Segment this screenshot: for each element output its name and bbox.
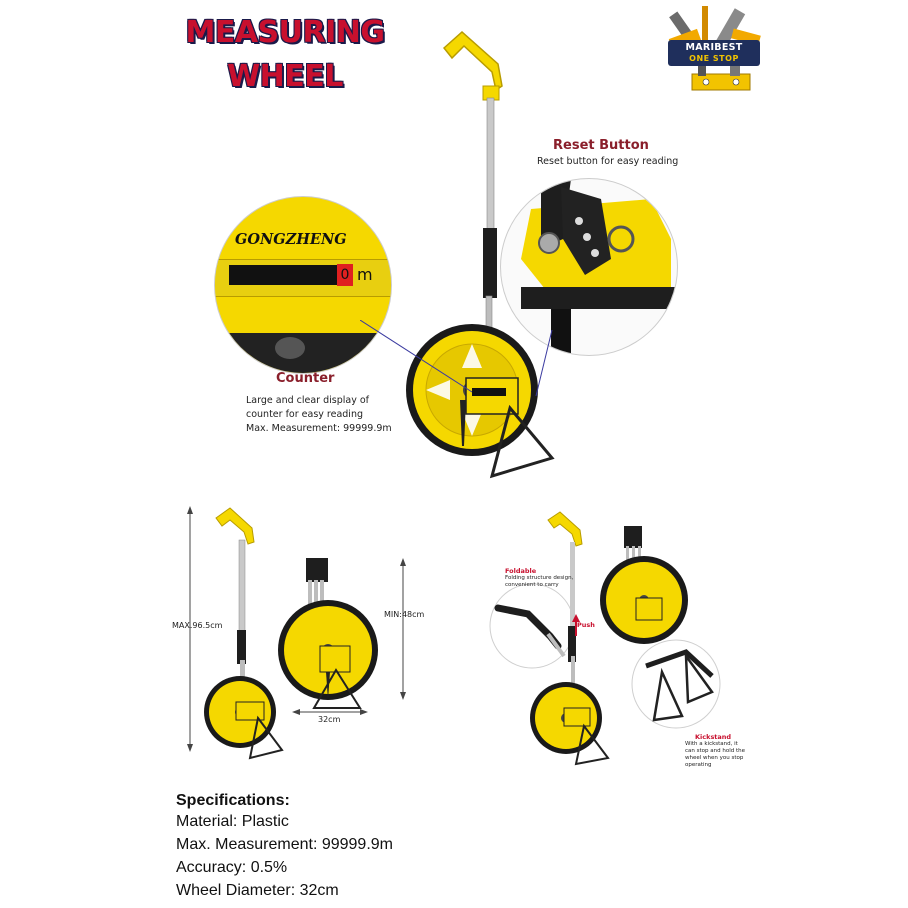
counter-desc-2: counter for easy reading [246, 409, 363, 420]
counter-digit: 0 [337, 264, 353, 286]
foldable-desc-1: Folding structure design, [505, 575, 574, 581]
counter-unit: m [357, 265, 373, 284]
logo-line-1: MARIBEST [685, 42, 743, 53]
spec-accuracy: Accuracy: 0.5% [176, 859, 288, 876]
foldable-title: Foldable [505, 567, 537, 575]
foldable-desc-2: convenient to carry [505, 582, 559, 588]
reset-zoom-circle [500, 178, 678, 356]
reset-connector-line [530, 330, 560, 400]
kickstand-title: Kickstand [695, 733, 732, 741]
counter-brand: GONGZHENG [235, 231, 347, 248]
min-height-label: MIN:48cm [384, 610, 425, 619]
spec-heading: Specifications: [176, 792, 290, 809]
kickstand-desc-3: wheel when you stop [685, 755, 744, 761]
counter-display [229, 265, 341, 285]
diameter-label: 32cm [318, 715, 341, 724]
spec-diameter: Wheel Diameter: 32cm [176, 882, 339, 899]
kickstand-desc-4: operating [685, 762, 712, 768]
spec-material: Material: Plastic [176, 813, 289, 830]
counter-connector-line [360, 320, 480, 400]
reset-title: Reset Button [553, 138, 649, 153]
min-height-arrow [398, 558, 408, 702]
title-line-2: WHEEL [227, 59, 343, 94]
max-height-label: MAX.96.5cm [172, 621, 223, 630]
specifications-block [176, 792, 596, 902]
kickstand-desc-2: can stop and hold the [685, 748, 745, 754]
kickstand-desc-1: With a kickstand, it [685, 741, 738, 747]
logo-line-2: ONE STOP [689, 54, 739, 63]
spec-max-measurement: Max. Measurement: 99999.9m [176, 836, 393, 853]
push-label: Push [577, 621, 595, 629]
reset-desc: Reset button for easy reading [537, 156, 679, 167]
dimensions-illustration [180, 500, 400, 770]
reset-button-illustration [501, 179, 677, 355]
maribest-logo [662, 4, 766, 100]
counter-desc-3: Max. Measurement: 99999.9m [246, 423, 392, 434]
counter-desc-1: Large and clear display of [246, 395, 370, 406]
title-line-1: MEASURING [185, 15, 385, 50]
counter-title: Counter [276, 371, 335, 386]
